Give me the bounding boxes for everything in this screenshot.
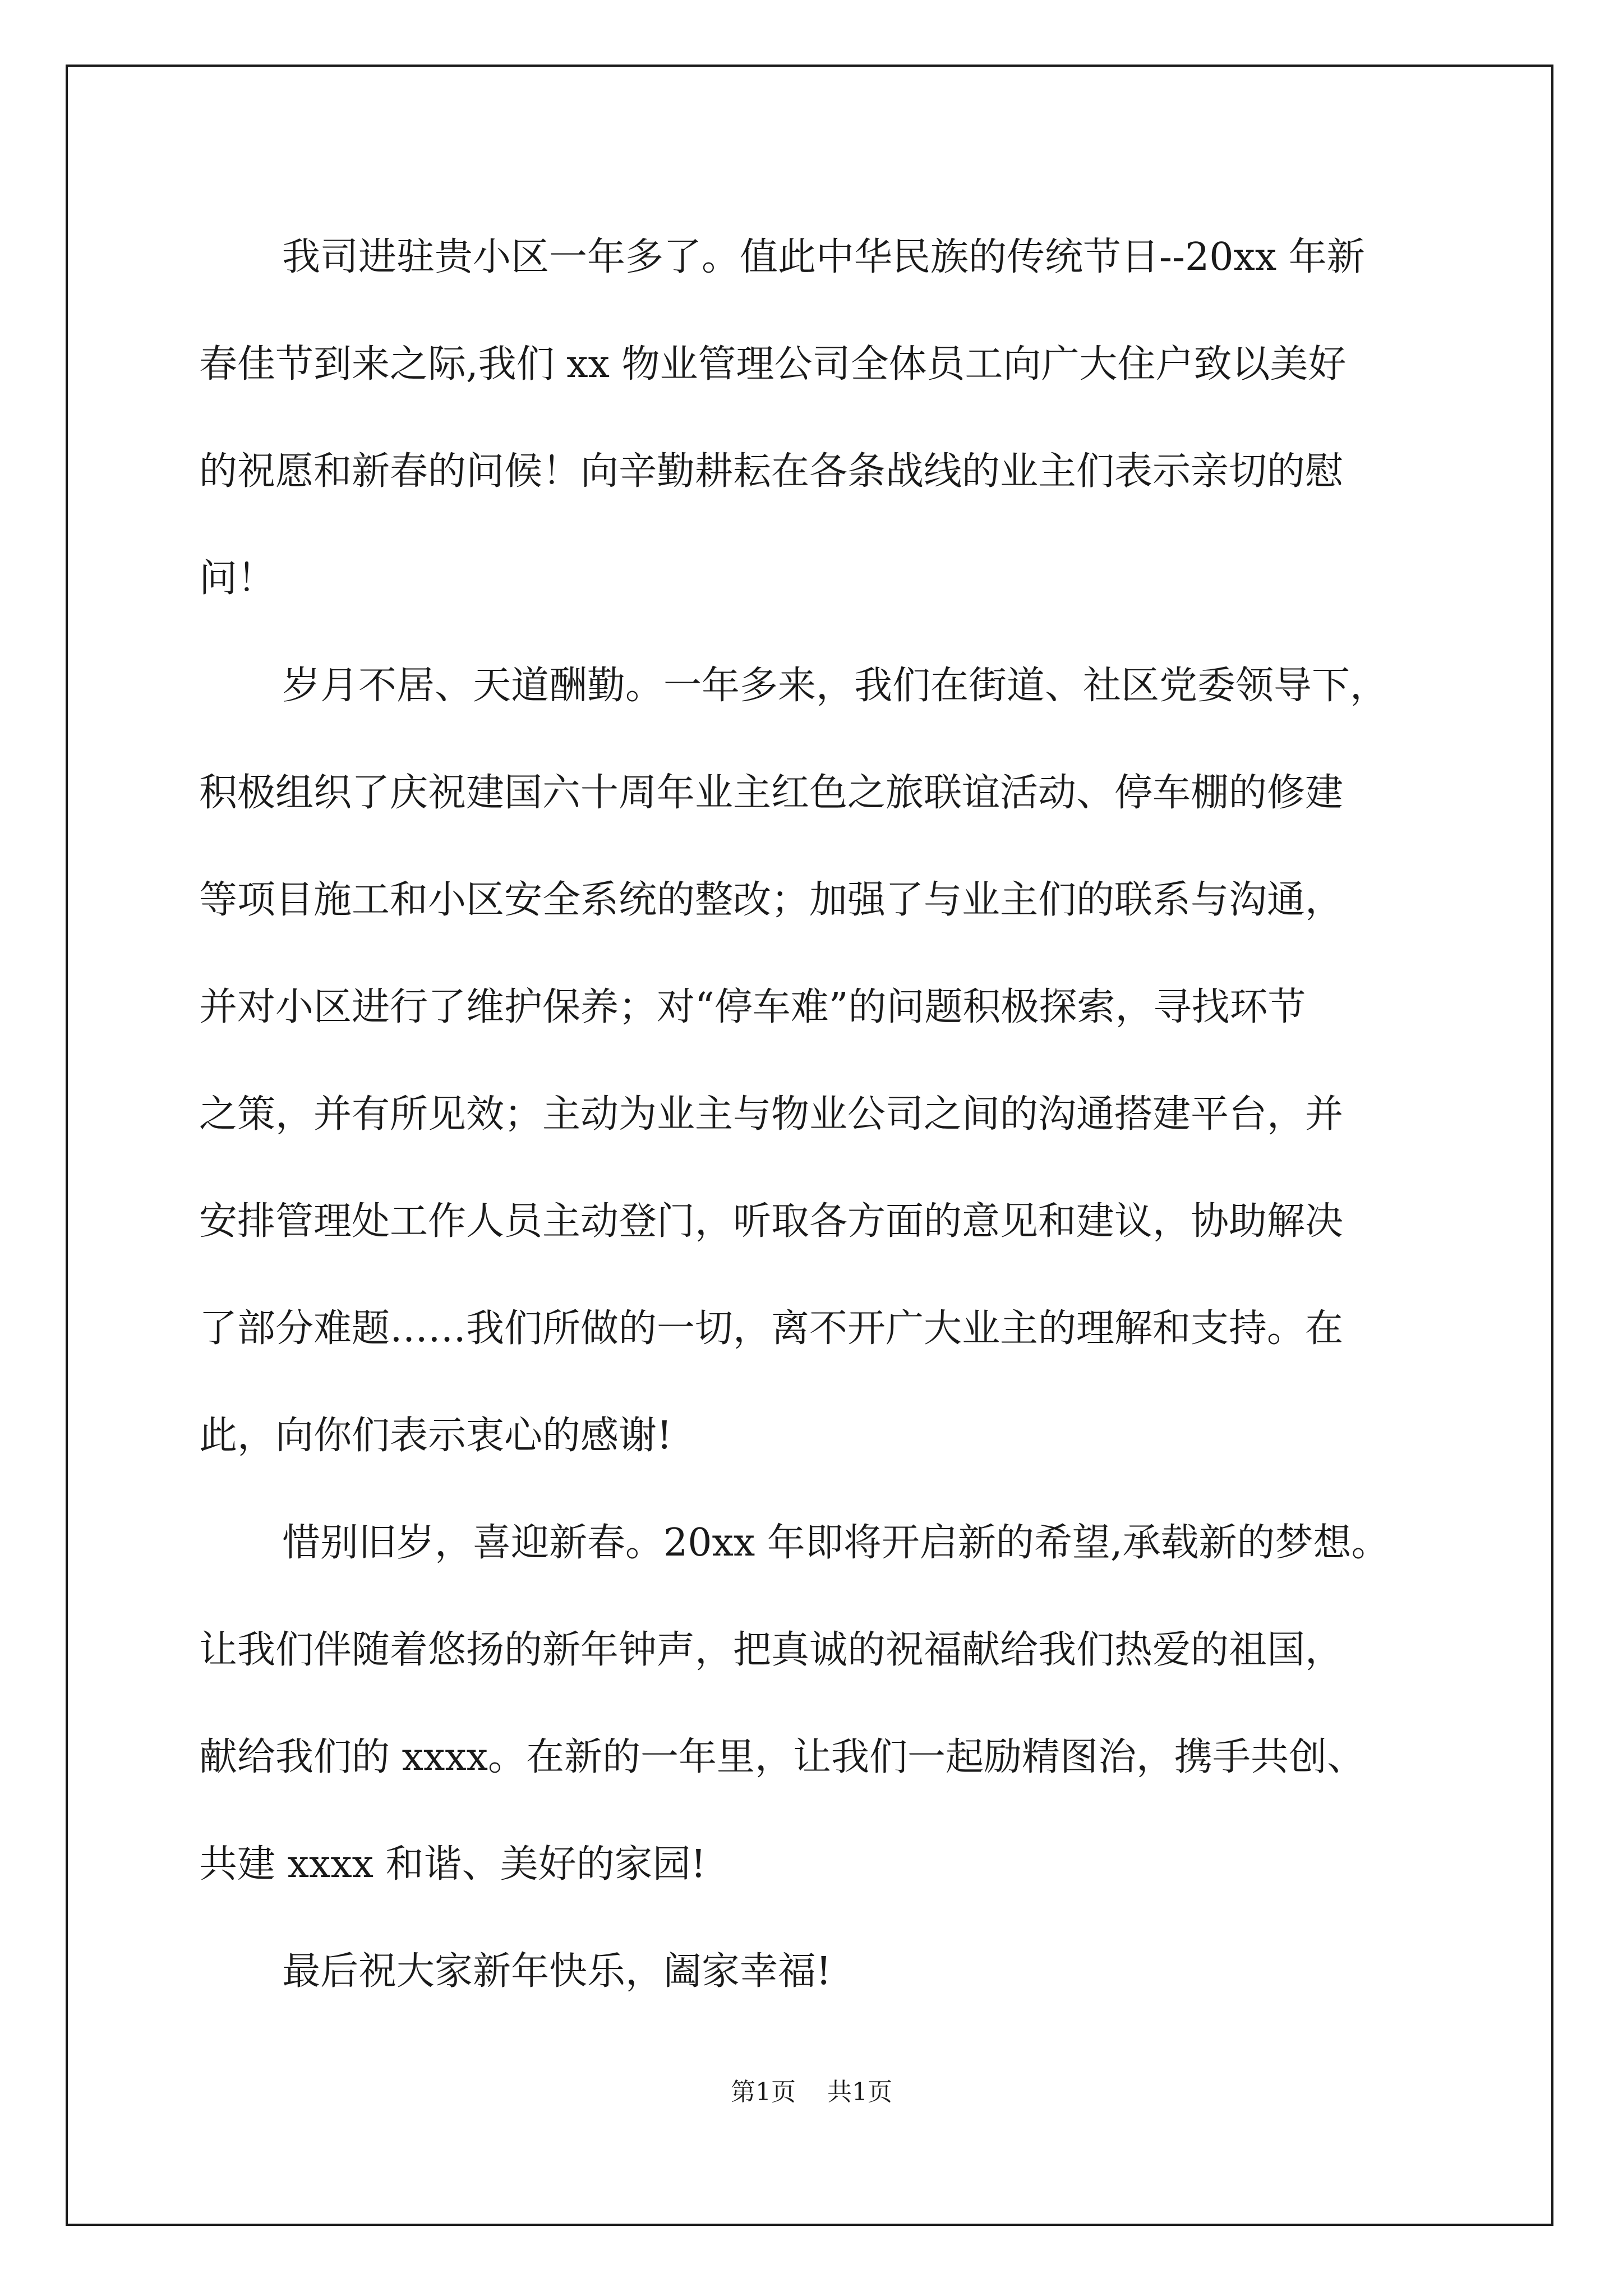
text-line: 我司进驻贵小区一年多了。值此中华民族的传统节日--20xx 年新 <box>282 235 1365 279</box>
document-body <box>199 204 1500 2025</box>
text-line: 献给我们的 xxxx。在新的一年里，让我们一起励精图治，携手共创、 <box>199 1735 1366 1779</box>
text-line: 让我们伴随着悠扬的新年钟声，把真诚的祝福献给我们热爱的祖国， <box>199 1628 1344 1672</box>
text-line: 之策，并有所见效；主动为业主与物业公司之间的沟通搭建平台，并 <box>199 1092 1344 1137</box>
page-total: 共1页 <box>827 2078 892 2106</box>
page-number: 第1页 <box>731 2078 796 2106</box>
text-line: 岁月不居、天道酬勤。一年多来，我们在街道、社区党委领导下， <box>282 664 1389 708</box>
text-line: 了部分难题……我们所做的一切，离不开广大业主的理解和支持。在 <box>199 1306 1344 1351</box>
text-line: 问！ <box>199 556 276 601</box>
text-line: 安排管理处工作人员主动登门，听取各方面的意见和建议，协助解决 <box>199 1199 1344 1244</box>
text-line: 最后祝大家新年快乐，阖家幸福! <box>282 1949 832 1994</box>
text-line: 共建 xxxx 和谐、美好的家园! <box>199 1842 706 1887</box>
page-footer <box>0 2076 1623 2109</box>
text-line: 并对小区进行了维护保养；对“停车难”的问题积极探索，寻找环节 <box>199 985 1306 1029</box>
text-line: 惜别旧岁，喜迎新春。20xx 年即将开启新的希望,承载新的梦想。 <box>282 1521 1390 1565</box>
text-line: 积极组织了庆祝建国六十周年业主红色之旅联谊活动、停车棚的修建 <box>199 771 1344 815</box>
text-line: 春佳节到来之际,我们 xx 物业管理公司全体员工向广大住户致以美好 <box>199 342 1347 386</box>
text-line: 此，向你们表示衷心的感谢! <box>199 1414 672 1458</box>
text-line: 的祝愿和新春的问候！向辛勤耕耘在各条战线的业主们表示亲切的慰 <box>199 449 1344 494</box>
text-line: 等项目施工和小区安全系统的整改；加强了与业主们的联系与沟通， <box>199 878 1344 922</box>
